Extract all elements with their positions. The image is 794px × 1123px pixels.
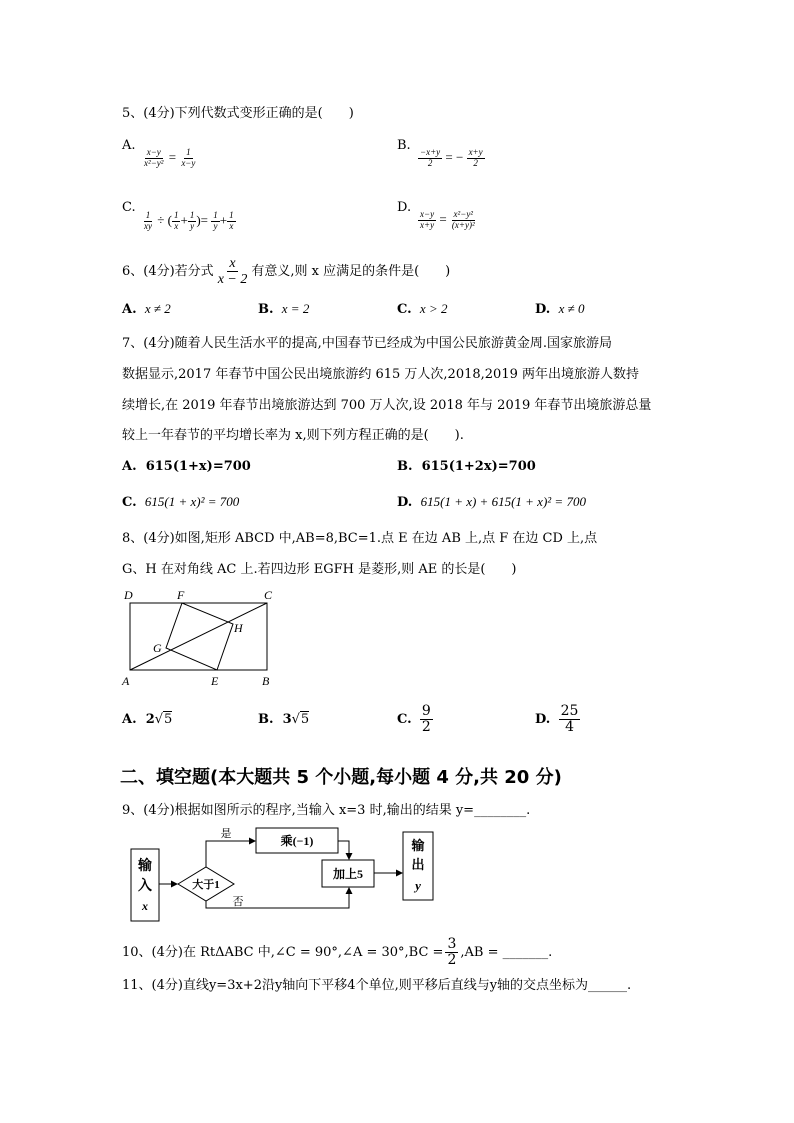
q6-option-a: A. x ≠ 2 bbox=[122, 301, 171, 317]
q8-option-d: D. $\frac{25}{4}$ bbox=[535, 703, 579, 736]
q9-flowchart bbox=[128, 824, 438, 924]
flow-input-char-3: x bbox=[142, 899, 148, 913]
q5-option-a-label: A. bbox=[122, 138, 136, 153]
flow-add-label: 加上5 bbox=[332, 867, 364, 881]
q8-rhombus-figure bbox=[116, 586, 286, 690]
q8-line-1: 8、(4分)如图,矩形 ABCD 中,AB=8,BC=1.点 E 在边 AB 上,点 F 在边 CD 上,点 bbox=[122, 531, 598, 546]
q5-option-a-expr: $\frac{x-y}{\text{x²−y²}}$ = $\frac{1}{x-y}$ bbox=[144, 147, 196, 168]
q8-option-c: C. $\frac{9}{2}$ bbox=[397, 703, 431, 736]
diagonal-ac bbox=[130, 603, 267, 670]
flow-no-arrow bbox=[206, 888, 349, 908]
q7-option-d: D. 615(1 + x) + 615(1 + x)² = 700 bbox=[397, 494, 586, 510]
flow-input-char-1: 输 bbox=[138, 859, 152, 874]
label-b: B bbox=[262, 674, 270, 688]
q8-option-a: A. 2√5 bbox=[122, 712, 173, 727]
q7-line-4: 较上一年春节的平均增长率为 x,则下列方程正确的是( ). bbox=[122, 428, 464, 443]
flow-multiply-label: 乘(−1) bbox=[280, 834, 314, 848]
label-c: C bbox=[264, 588, 273, 602]
q7-line-2: 数据显示,2017 年春节中国公民出境旅游约 615 万人次,2018,2019 两年出境旅游人数持 bbox=[122, 367, 639, 382]
q11-stem: 11、(4分)直线y=3x+2沿y轴向下平移4个单位,则平移后直线与y轴的交点坐标为______. bbox=[122, 978, 632, 993]
q6-option-b: B. x = 2 bbox=[258, 301, 310, 317]
q6-option-d: D. x ≠ 0 bbox=[535, 301, 585, 317]
q5-option-d-expr: $\frac{x-y}{x+y}$ = $\frac{\text{x²−y²}}{\text{(x+y)²}}$ bbox=[420, 209, 475, 230]
q9-stem: 9、(4分)根据如图所示的程序,当输入 x=3 时,输出的结果 y=________. bbox=[122, 803, 531, 818]
q5-option-b-label: B. bbox=[397, 138, 411, 153]
q5-stem: 5、(4分)下列代数式变形正确的是( ) bbox=[122, 106, 354, 121]
label-a: A bbox=[122, 674, 130, 688]
flow-output-char-2: 出 bbox=[411, 857, 425, 872]
flow-no-label: 否 bbox=[232, 896, 244, 908]
label-e: E bbox=[211, 674, 219, 688]
q8-line-2: G、H 在对角线 AC 上.若四边形 EGFH 是菱形,则 AE 的长是( ) bbox=[122, 562, 517, 577]
flow-input-char-2: 入 bbox=[138, 879, 152, 894]
q6-stem: 6、(4分)若分式 $\frac{x}{x - 2}$ 有意义,则 x 应满足的条件是( ) bbox=[122, 256, 451, 288]
q7-option-c: C. 615(1 + x)² = 700 bbox=[122, 494, 240, 510]
flow-yes-arrow bbox=[206, 841, 255, 867]
label-f: F bbox=[177, 588, 185, 602]
q5-option-d-label: D. bbox=[397, 200, 412, 215]
flow-yes-label: 是 bbox=[220, 828, 232, 840]
q7-option-b: B. 615(1+2x)=700 bbox=[397, 459, 536, 474]
q7-line-1: 7、(4分)随着人民生活水平的提高,中国春节已经成为中国公民旅游黄金周.国家旅游局 bbox=[122, 336, 612, 351]
q10-stem: 10、(4分)在 RtΔABC 中,∠C = 90°,∠A = 30°,BC = $\frac{3}{2}$ ,AB = _______. bbox=[122, 936, 553, 969]
label-g: G bbox=[153, 641, 162, 655]
q5-option-c-label: C. bbox=[122, 200, 136, 215]
flow-decision-label: 大于1 bbox=[192, 879, 220, 891]
q6-option-c: C. x > 2 bbox=[397, 301, 448, 317]
q7-line-3: 续增长,在 2019 年春节出境旅游达到 700 万人次,设 2018 年与 2019 年春节出境旅游总量 bbox=[122, 398, 652, 413]
flow-output-char-1: 输 bbox=[411, 838, 425, 853]
label-h: H bbox=[234, 621, 243, 635]
q5-option-c-expr: $\frac{1}{xy}$ ÷ ( $\frac{1}{x}$ + $\frac{1}{y}$ )= $\frac{1}{y}$ + $\frac{1}{x}$ bbox=[144, 210, 234, 231]
section-2-title: 二、填空题(本大题共 5 个小题,每小题 4 分,共 20 分) bbox=[120, 767, 562, 788]
q8-option-b: B. 3√5 bbox=[258, 712, 310, 727]
flow-arrow-to-add bbox=[338, 841, 349, 859]
flow-output-char-3: y bbox=[415, 878, 421, 893]
label-d: D bbox=[124, 588, 133, 602]
q5-option-b-expr: $\frac{-x+y}{2}$ = − $\frac{x+y}{2}$ bbox=[420, 147, 483, 168]
q7-option-a: A. 615(1+x)=700 bbox=[122, 459, 251, 474]
